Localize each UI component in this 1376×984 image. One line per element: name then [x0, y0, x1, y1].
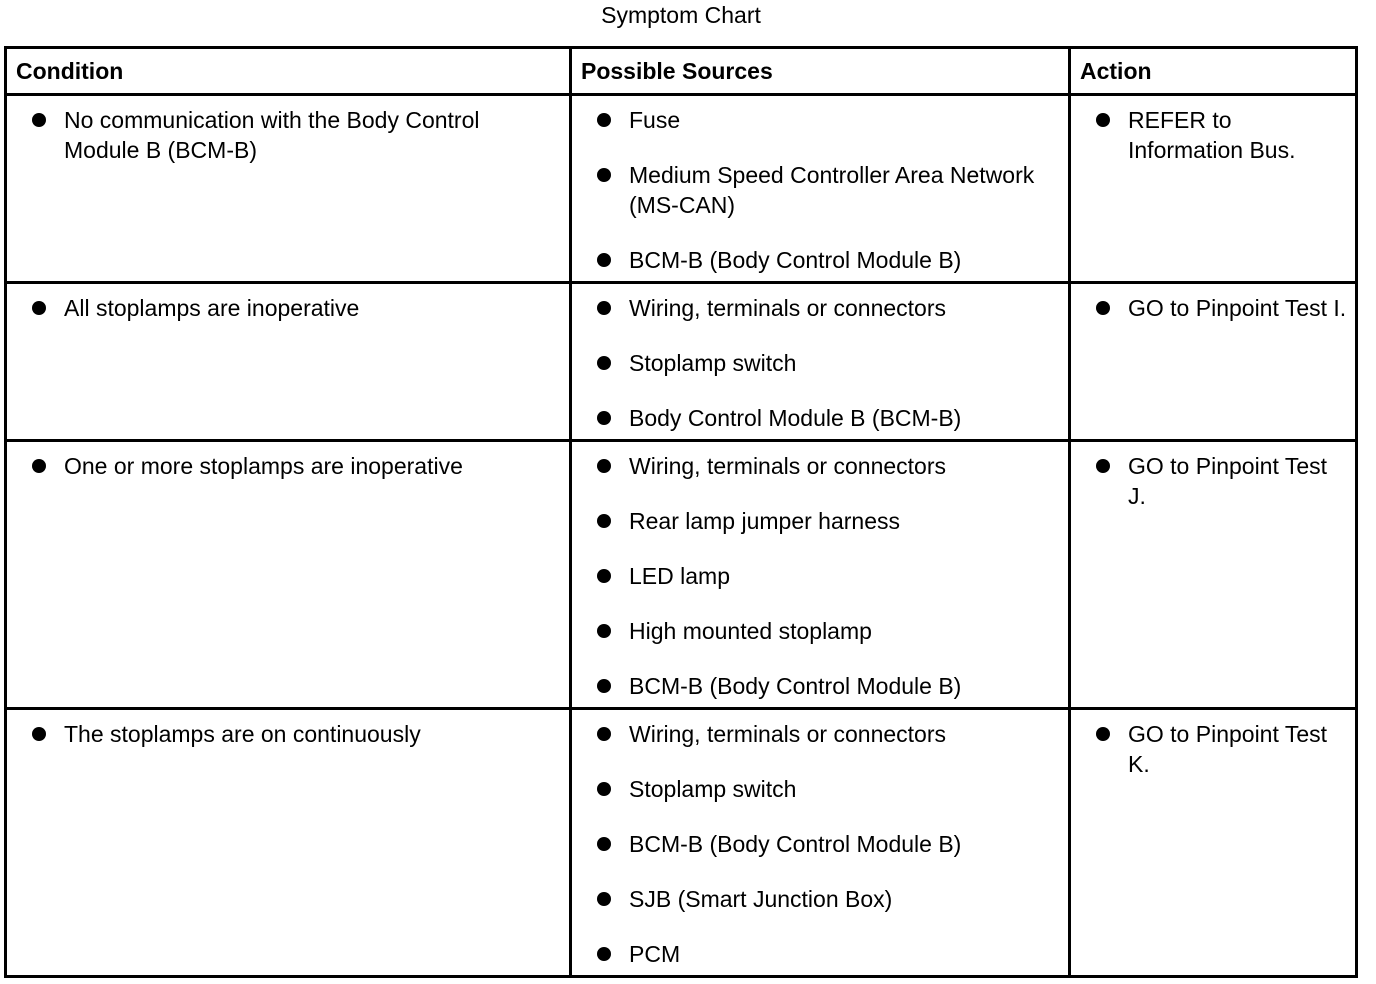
action-item — [1071, 719, 1347, 779]
table-row — [6, 709, 1357, 977]
bullet-icon — [597, 782, 611, 796]
bullet-icon — [597, 168, 611, 182]
bullet-icon — [597, 411, 611, 425]
bullet-icon — [597, 301, 611, 315]
source-text: SJB (Smart Junction Box) — [629, 886, 893, 912]
column-header-action: Action — [1070, 48, 1357, 95]
sources-cell — [571, 709, 1070, 977]
source-text: Wiring, terminals or connectors — [629, 721, 946, 747]
source-item — [572, 293, 1060, 323]
source-item — [572, 719, 1060, 749]
bullet-icon — [1096, 113, 1110, 127]
table-row — [6, 441, 1357, 709]
action-cell — [1070, 441, 1357, 709]
bullet-icon — [597, 679, 611, 693]
source-item — [572, 829, 1060, 859]
bullet-icon — [1096, 459, 1110, 473]
table-row — [6, 283, 1357, 441]
action-cell — [1070, 283, 1357, 441]
condition-text: One or more stoplamps are inoperative — [64, 453, 463, 479]
sources-cell — [571, 441, 1070, 709]
source-item — [572, 160, 1060, 220]
sources-cell — [571, 283, 1070, 441]
source-text: PCM — [629, 941, 681, 967]
source-item — [572, 403, 1060, 433]
bullet-icon — [597, 624, 611, 638]
source-text: Body Control Module B (BCM-B) — [629, 405, 962, 431]
source-item — [572, 451, 1060, 481]
condition-item — [7, 105, 561, 165]
bullet-icon — [597, 253, 611, 267]
action-text: GO to Pinpoint Test J. — [1128, 453, 1328, 509]
action-text: REFER to Information Bus. — [1128, 107, 1296, 163]
source-text: BCM-B (Body Control Module B) — [629, 831, 962, 857]
action-item — [1071, 105, 1347, 165]
condition-cell — [6, 441, 571, 709]
action-text: GO to Pinpoint Test K. — [1128, 721, 1328, 777]
bullet-icon — [597, 837, 611, 851]
condition-item — [7, 719, 561, 749]
source-item — [572, 616, 1060, 646]
source-text: Medium Speed Controller Area Network (MS-CAN) — [629, 162, 1035, 218]
bullet-icon — [32, 727, 46, 741]
action-item — [1071, 293, 1347, 323]
source-text: BCM-B (Body Control Module B) — [629, 247, 962, 273]
page-title: Symptom Chart — [601, 2, 761, 28]
action-cell — [1070, 709, 1357, 977]
action-cell — [1070, 95, 1357, 283]
source-item — [572, 774, 1060, 804]
column-header-possible-sources: Possible Sources — [571, 48, 1070, 95]
condition-item — [7, 293, 561, 323]
table-header-row — [6, 48, 1357, 95]
symptom-table — [4, 46, 1358, 978]
condition-cell — [6, 95, 571, 283]
source-item — [572, 561, 1060, 591]
bullet-icon — [597, 947, 611, 961]
condition-item — [7, 451, 561, 481]
bullet-icon — [32, 301, 46, 315]
condition-text: All stoplamps are inoperative — [64, 295, 360, 321]
bullet-icon — [1096, 301, 1110, 315]
source-item — [572, 348, 1060, 378]
bullet-icon — [597, 569, 611, 583]
action-text: GO to Pinpoint Test I. — [1128, 295, 1347, 321]
condition-cell — [6, 709, 571, 977]
bullet-icon — [597, 113, 611, 127]
condition-text: The stoplamps are on continuously — [64, 721, 421, 747]
source-text: BCM-B (Body Control Module B) — [629, 673, 962, 699]
source-text: Fuse — [629, 107, 681, 133]
table-row — [6, 95, 1357, 283]
source-item — [572, 884, 1060, 914]
sources-cell — [571, 95, 1070, 283]
condition-cell — [6, 283, 571, 441]
source-item — [572, 671, 1060, 701]
source-item — [572, 245, 1060, 275]
source-text: High mounted stoplamp — [629, 618, 872, 644]
column-header-condition: Condition — [6, 48, 571, 95]
bullet-icon — [597, 514, 611, 528]
source-text: Wiring, terminals or connectors — [629, 295, 946, 321]
condition-text: No communication with the Body Control Module B (BCM-B) — [64, 107, 480, 163]
source-item — [572, 506, 1060, 536]
source-item — [572, 939, 1060, 969]
bullet-icon — [597, 892, 611, 906]
bullet-icon — [597, 356, 611, 370]
source-text: Stoplamp switch — [629, 350, 797, 376]
source-item — [572, 105, 1060, 135]
source-text: Wiring, terminals or connectors — [629, 453, 946, 479]
bullet-icon — [32, 113, 46, 127]
source-text: Stoplamp switch — [629, 776, 797, 802]
bullet-icon — [1096, 727, 1110, 741]
source-text: LED lamp — [629, 563, 730, 589]
source-text: Rear lamp jumper harness — [629, 508, 901, 534]
bullet-icon — [32, 459, 46, 473]
action-item — [1071, 451, 1347, 511]
bullet-icon — [597, 459, 611, 473]
bullet-icon — [597, 727, 611, 741]
